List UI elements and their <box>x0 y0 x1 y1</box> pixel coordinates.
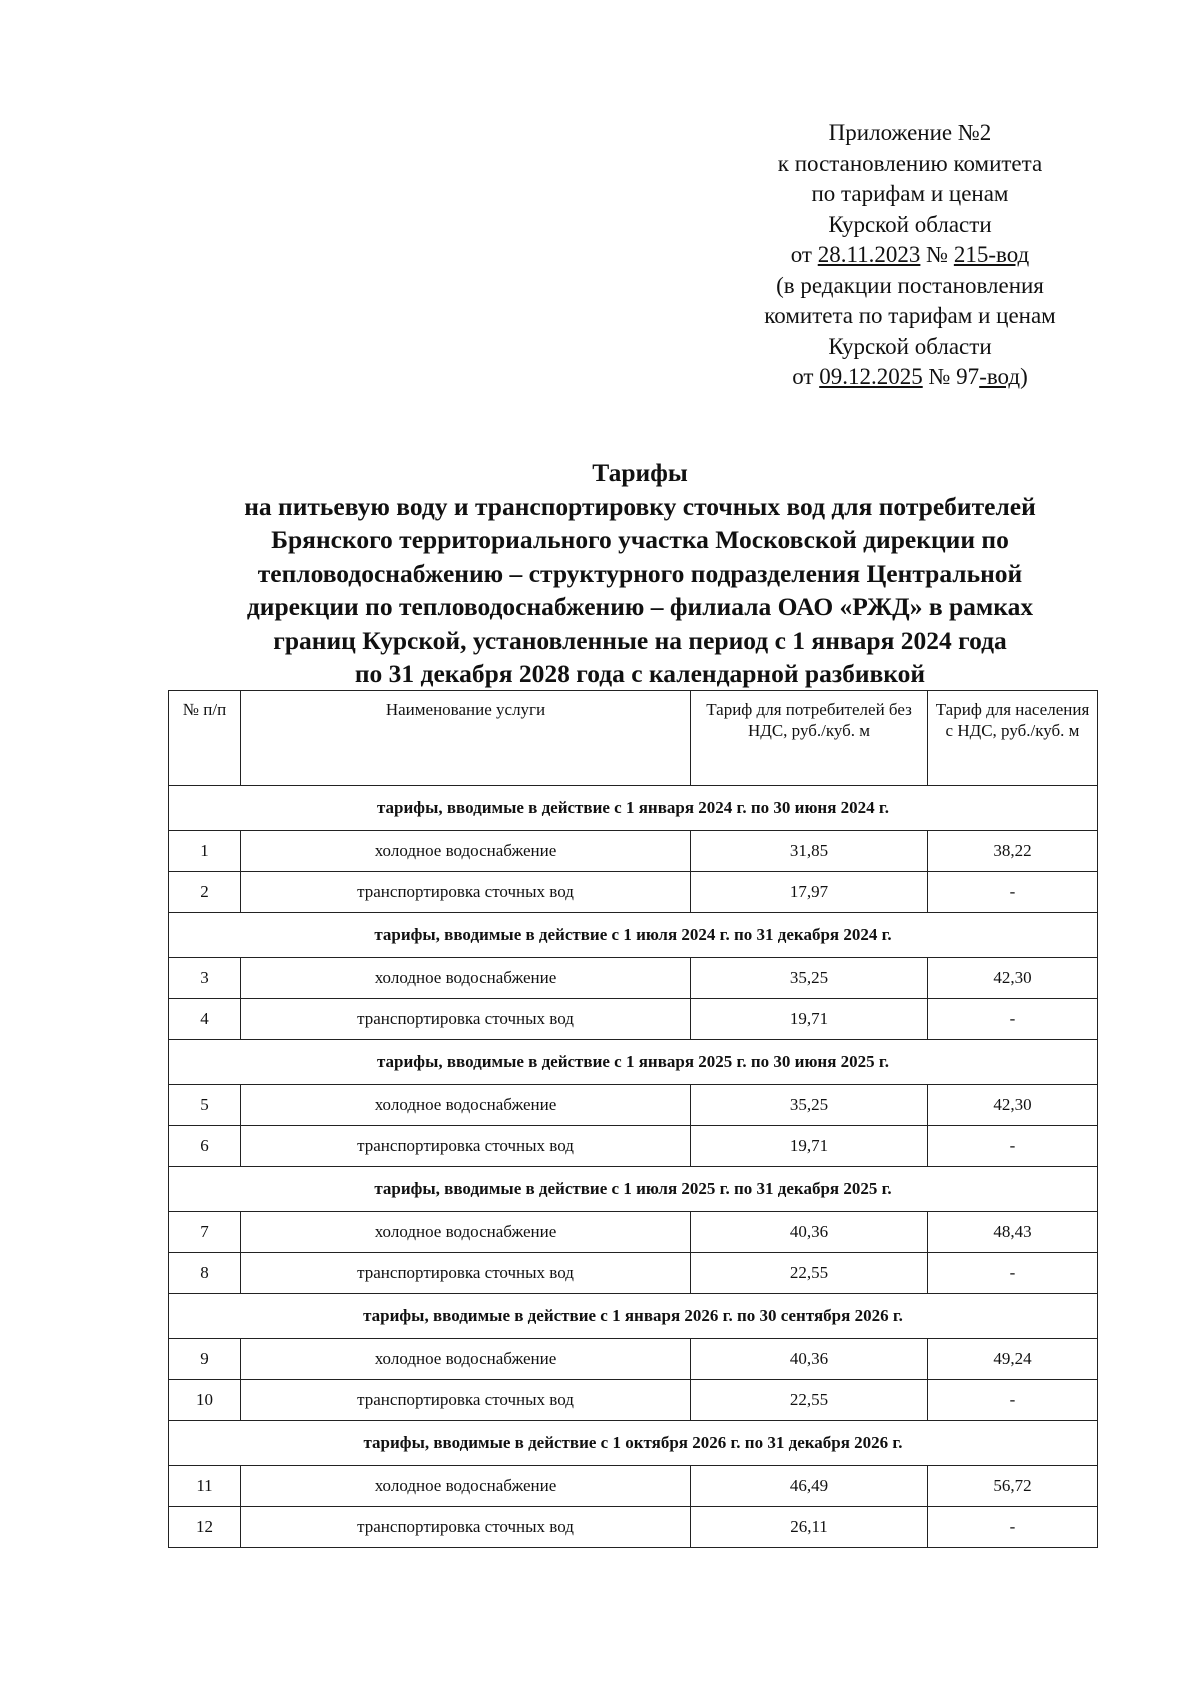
period-label: тарифы, вводимые в действие с 1 января 2025 г. по 30 июня 2025 г. <box>169 1040 1098 1085</box>
appendix-amendment-ref <box>740 362 1080 393</box>
appendix-line: по тарифам и ценам <box>811 181 1009 206</box>
tariff-population-value: - <box>928 999 1098 1040</box>
row-number: 4 <box>169 999 241 1040</box>
table-body <box>169 786 1098 1548</box>
table-row <box>169 1339 1098 1380</box>
service-name: транспортировка сточных вод <box>241 872 691 913</box>
tariff-population-value: - <box>928 1126 1098 1167</box>
service-name: транспортировка сточных вод <box>241 1507 691 1548</box>
tariff-no-vat-value: 19,71 <box>691 1126 928 1167</box>
service-name: холодное водоснабжение <box>241 831 691 872</box>
service-name: холодное водоснабжение <box>241 1339 691 1380</box>
tariff-no-vat-value: 31,85 <box>691 831 928 872</box>
row-number: 3 <box>169 958 241 999</box>
period-row <box>169 1294 1098 1339</box>
table-row <box>169 872 1098 913</box>
tariff-no-vat-value: 17,97 <box>691 872 928 913</box>
table-row <box>169 1085 1098 1126</box>
period-label: тарифы, вводимые в действие с 1 июля 2024 г. по 31 декабря 2024 г. <box>169 913 1098 958</box>
tariff-no-vat-value: 19,71 <box>691 999 928 1040</box>
tariff-no-vat-value: 35,25 <box>691 1085 928 1126</box>
row-number: 2 <box>169 872 241 913</box>
period-label: тарифы, вводимые в действие с 1 января 2026 г. по 30 сентября 2026 г. <box>169 1294 1098 1339</box>
tariff-no-vat-value: 40,36 <box>691 1339 928 1380</box>
period-row <box>169 786 1098 831</box>
tariff-no-vat-value: 46,49 <box>691 1466 928 1507</box>
table-row <box>169 1380 1098 1421</box>
appendix-line: комитета по тарифам и ценам <box>764 303 1056 328</box>
appendix-line: (в редакции постановления <box>776 272 1044 298</box>
document-title <box>120 456 1160 691</box>
title-line: дирекции по тепловодоснабжению – филиала ОАО «РЖД» в рамках <box>246 592 1034 621</box>
period-row <box>169 1040 1098 1085</box>
appendix-line: Курской области <box>828 211 992 237</box>
period-row <box>169 1421 1098 1466</box>
appendix-block <box>740 118 1080 393</box>
header-service: Наименование услуги <box>241 691 691 786</box>
appendix-resolution-ref <box>740 240 1080 271</box>
title-line: тепловодоснабжению – структурного подразделения Центральной <box>257 558 1023 588</box>
period-label: тарифы, вводимые в действие с 1 января 2024 г. по 30 июня 2024 г. <box>169 786 1098 831</box>
table-row <box>169 1253 1098 1294</box>
table-row <box>169 1212 1098 1253</box>
tariff-no-vat-value: 35,25 <box>691 958 928 999</box>
title-heading: Тарифы <box>592 458 688 487</box>
row-number: 11 <box>169 1466 241 1507</box>
header-tariff-population: Тариф для населения с НДС, руб./куб. м <box>928 691 1098 786</box>
text-fragment: от <box>790 242 818 267</box>
text-fragment: № <box>920 242 954 267</box>
table-row <box>169 1466 1098 1507</box>
period-label: тарифы, вводимые в действие с 1 июля 2025 г. по 31 декабря 2025 г. <box>169 1167 1098 1212</box>
service-name: холодное водоснабжение <box>241 1212 691 1253</box>
row-number: 5 <box>169 1085 241 1126</box>
header-num: № п/п <box>169 691 241 786</box>
tariff-population-value: 56,72 <box>928 1466 1098 1507</box>
tariff-no-vat-value: 22,55 <box>691 1253 928 1294</box>
service-name: холодное водоснабжение <box>241 1085 691 1126</box>
text-fragment: ) <box>1020 364 1028 389</box>
period-row <box>169 1167 1098 1212</box>
tariff-population-value: - <box>928 1507 1098 1548</box>
table-header-row <box>169 691 1098 786</box>
tariff-table <box>168 690 1098 1548</box>
service-name: холодное водоснабжение <box>241 958 691 999</box>
tariff-population-value: - <box>928 872 1098 913</box>
row-number: 10 <box>169 1380 241 1421</box>
row-number: 9 <box>169 1339 241 1380</box>
tariff-no-vat-value: 40,36 <box>691 1212 928 1253</box>
tariff-population-value: 48,43 <box>928 1212 1098 1253</box>
tariff-population-value: 42,30 <box>928 958 1098 999</box>
title-line: границ Курской, установленные на период с 1 января 2024 года <box>273 625 1007 655</box>
amendment-number: -вод <box>979 364 1021 389</box>
title-line: на питьевую воду и транспортировку сточных вод для потребителей <box>244 491 1036 521</box>
table-row <box>169 831 1098 872</box>
row-number: 6 <box>169 1126 241 1167</box>
amendment-date: 09.12.2025 <box>819 364 923 389</box>
title-line: по 31 декабря 2028 года с календарной разбивкой <box>354 659 926 688</box>
service-name: холодное водоснабжение <box>241 1466 691 1507</box>
row-number: 7 <box>169 1212 241 1253</box>
table-row <box>169 958 1098 999</box>
table-row <box>169 999 1098 1040</box>
title-line: Брянского территориального участка Московской дирекции по <box>271 525 1009 554</box>
tariff-no-vat-value: 22,55 <box>691 1380 928 1421</box>
service-name: транспортировка сточных вод <box>241 1253 691 1294</box>
text-fragment: от <box>792 364 820 389</box>
appendix-line: к постановлению комитета <box>777 150 1043 176</box>
text-fragment: № 97 <box>922 364 980 389</box>
tariff-no-vat-value: 26,11 <box>691 1507 928 1548</box>
tariff-population-value: - <box>928 1253 1098 1294</box>
appendix-line: Курской области <box>828 333 992 359</box>
row-number: 8 <box>169 1253 241 1294</box>
tariff-population-value: - <box>928 1380 1098 1421</box>
table-row <box>169 1507 1098 1548</box>
service-name: транспортировка сточных вод <box>241 1126 691 1167</box>
appendix-title: Приложение №2 <box>828 120 992 145</box>
table-row <box>169 1126 1098 1167</box>
tariff-population-value: 38,22 <box>928 831 1098 872</box>
row-number: 1 <box>169 831 241 872</box>
tariff-population-value: 49,24 <box>928 1339 1098 1380</box>
service-name: транспортировка сточных вод <box>241 1380 691 1421</box>
resolution-number: 215-вод <box>953 242 1030 267</box>
tariff-population-value: 42,30 <box>928 1085 1098 1126</box>
header-tariff-no-vat: Тариф для потребителей без НДС, руб./куб. м <box>691 691 928 786</box>
period-label: тарифы, вводимые в действие с 1 октября 2026 г. по 31 декабря 2026 г. <box>169 1421 1098 1466</box>
service-name: транспортировка сточных вод <box>241 999 691 1040</box>
row-number: 12 <box>169 1507 241 1548</box>
resolution-date: 28.11.2023 <box>817 242 921 267</box>
period-row <box>169 913 1098 958</box>
